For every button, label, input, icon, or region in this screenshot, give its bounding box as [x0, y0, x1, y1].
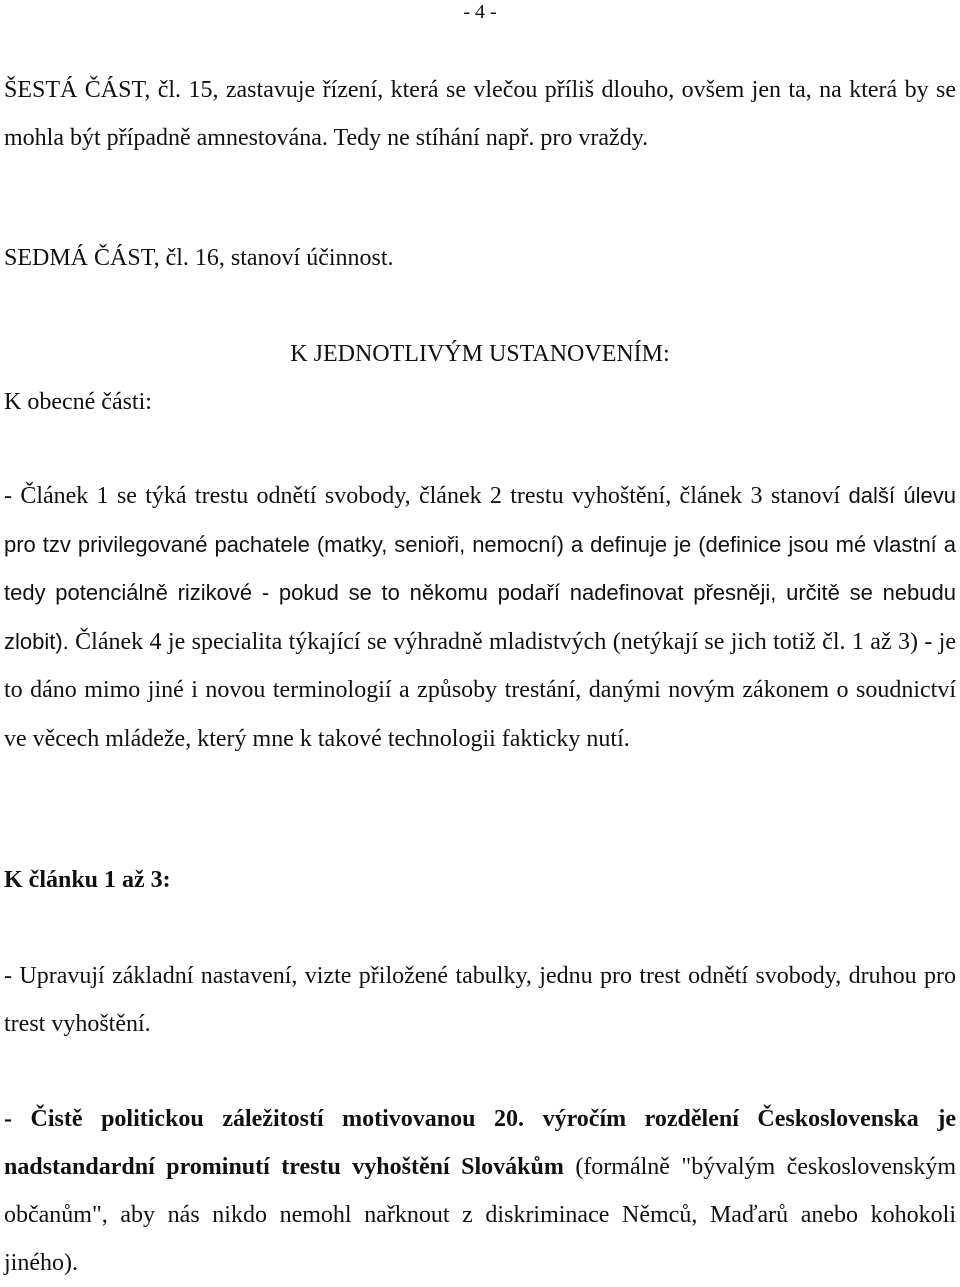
political-bold-text: - Čistě politickou záležitostí motivovanou 20. výročím rozdělení Československa je nadstandardní prominutí trestu vyhoštění Slovákům [4, 1106, 956, 1180]
general-par-text-4: 1 až 3) - je to dáno mimo jiné i novou terminologií a způsoby trestání, danými novým zákonem o soudnictví ve věcech mládeže, který mne k takové technologii fakticky nutí. [4, 628, 957, 752]
heading-articles-1-3: K článku 1 až 3: [4, 867, 171, 893]
part-six-paragraph: ŠESTÁ ČÁST, čl. 15, zastavuje řízení, která se vlečou příliš dlouho, ovšem jen ta, na která by se mohla být případně amnestována. Tedy ne stíhání např. pro vraždy. [4, 77, 956, 151]
general-par-text-2: další úlevu pro tzv privilegované pachatele (matky, senioři, nemocní) a definuje je (definice jsou mé vlastní a tedy potenciálně rizikové - pokud se to někomu podaří nadefinovat přesněji, určitě se nebudu zlobit). [4, 483, 956, 654]
page-number: - 4 - [463, 1, 497, 23]
heading-individual-provisions: K JEDNOTLIVÝM USTANOVENÍM: [290, 341, 670, 367]
general-par-text-1: - Článek 1 se týká trestu odnětí svobody, článek 2 trestu vyhoštění, článek 3 stanoví [4, 483, 841, 509]
political-normal-text: (formálně "bývalým československým občanům", aby nás nikdo nemohl nařknout z diskriminace Němců, Maďarů anebo kohokoli jiného). [4, 1154, 956, 1276]
general-par-text-3: Článek 4 je specialita týkající se výhradně mladistvých (netýkají se jich totiž čl. [68, 628, 846, 655]
part-seven-paragraph: SEDMÁ ČÁST, čl. 16, stanoví účinnost. [4, 245, 394, 271]
general-part-paragraph [4, 472, 956, 763]
articles-paragraph: - Upravují základní nastavení, vizte přiložené tabulky, jednu pro trest odnětí svobody, druhou pro trest vyhoštění. [4, 963, 956, 1037]
political-paragraph [4, 1095, 956, 1287]
heading-general-part: K obecné části: [4, 389, 152, 415]
